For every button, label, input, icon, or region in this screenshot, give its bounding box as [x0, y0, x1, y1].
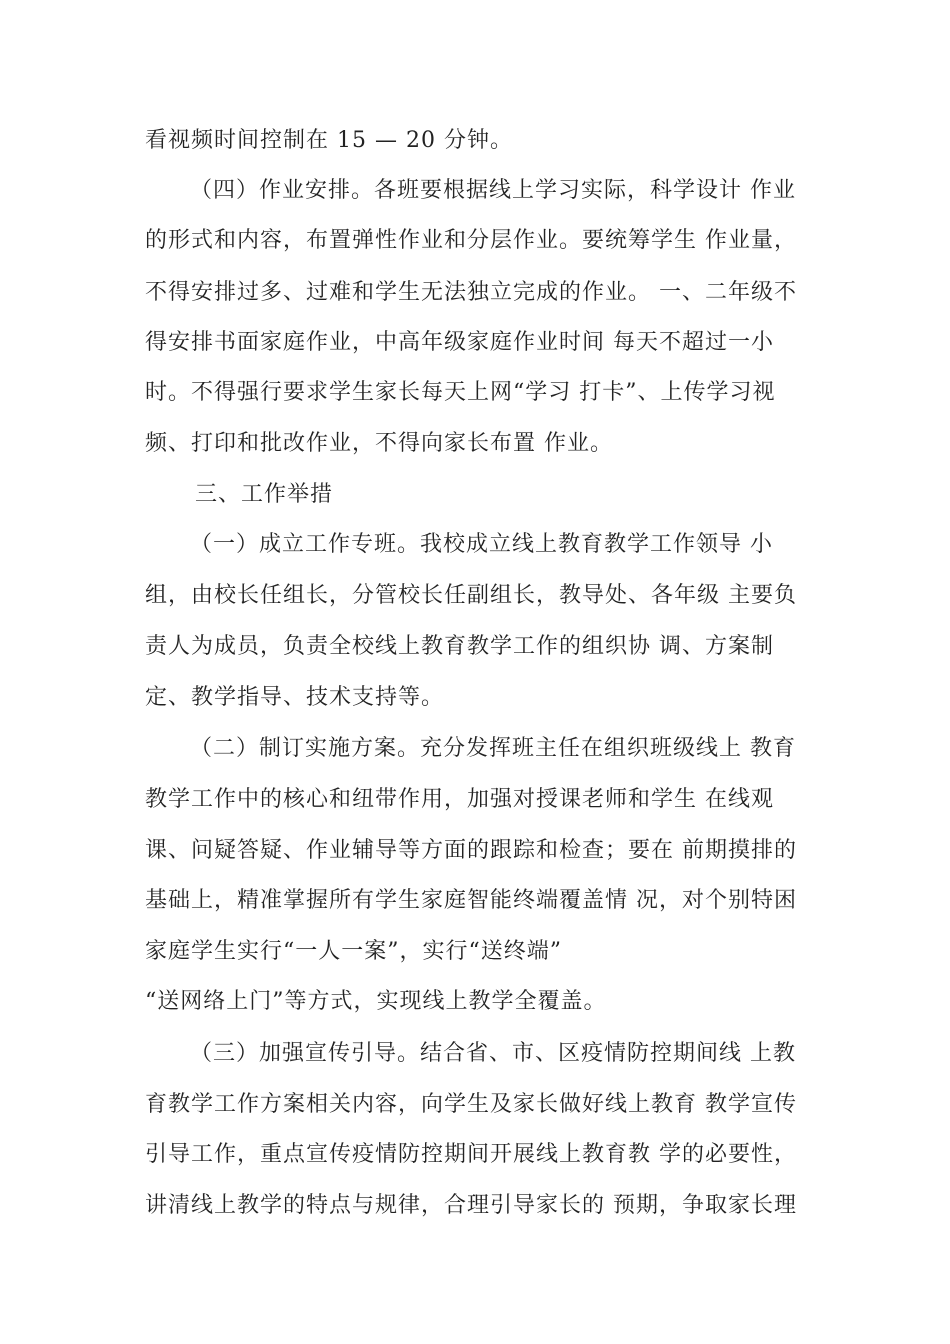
text-line: “送网络上门”等方式，实现线上教学全覆盖。 [145, 989, 607, 1014]
section-heading: 三、工作举措 [195, 482, 334, 507]
text-line: 教学工作中的核心和纽带作用，加强对授课老师和学生 在线观 [145, 787, 774, 812]
paragraph-heading-plan: （二）制订实施方案。充分发挥班主任在组织班级线上 教育 [190, 736, 796, 761]
text-line: 看视频时间控制在 15 — 20 分钟。 [145, 128, 513, 153]
text-line: 组，由校长任组长，分管校长任副组长，教导处、各年级 主要负 [145, 583, 797, 608]
text-line: 频、打印和批改作业，不得向家长布置 作业。 [145, 431, 613, 456]
text-line: 的形式和内容，布置弹性作业和分层作业。要统筹学生 作业量， [145, 228, 797, 253]
text-line: 家庭学生实行“一人一案”，实行“送终端” [145, 939, 562, 964]
text-line: 不得安排过多、过难和学生无法独立完成的作业。 一、二年级不 [145, 280, 797, 305]
text-line: 课、问疑答疑、作业辅导等方面的跟踪和检查；要在 前期摸排的 [145, 838, 797, 863]
text-line: 得安排书面家庭作业，中高年级家庭作业时间 每天不超过一小 [145, 330, 774, 355]
text-line: 责人为成员，负责全校线上教育教学工作的组织协 调、方案制 [145, 634, 774, 659]
paragraph-heading-homework: （四）作业安排。各班要根据线上学习实际，科学设计 作业 [190, 178, 796, 203]
text-line: 讲清线上教学的特点与规律，合理引导家长的 预期，争取家长理 [145, 1193, 797, 1218]
text-line: 基础上，精准掌握所有学生家庭智能终端覆盖情 况，对个别特困 [145, 888, 797, 913]
text-line: 引导工作，重点宣传疫情防控期间开展线上教育教 学的必要性， [145, 1142, 797, 1167]
paragraph-heading-task-force: （一）成立工作专班。我校成立线上教育教学工作领导 小 [190, 532, 773, 557]
text-line: 育教学工作方案相关内容，向学生及家长做好线上教育 教学宣传 [145, 1092, 797, 1117]
text-line: 定、教学指导、技术支持等。 [145, 685, 445, 710]
text-line: 时。不得强行要求学生家长每天上网“学习 打卡”、上传学习视 [145, 380, 776, 405]
paragraph-heading-publicity: （三）加强宣传引导。结合省、市、区疫情防控期间线 上教 [190, 1041, 796, 1066]
